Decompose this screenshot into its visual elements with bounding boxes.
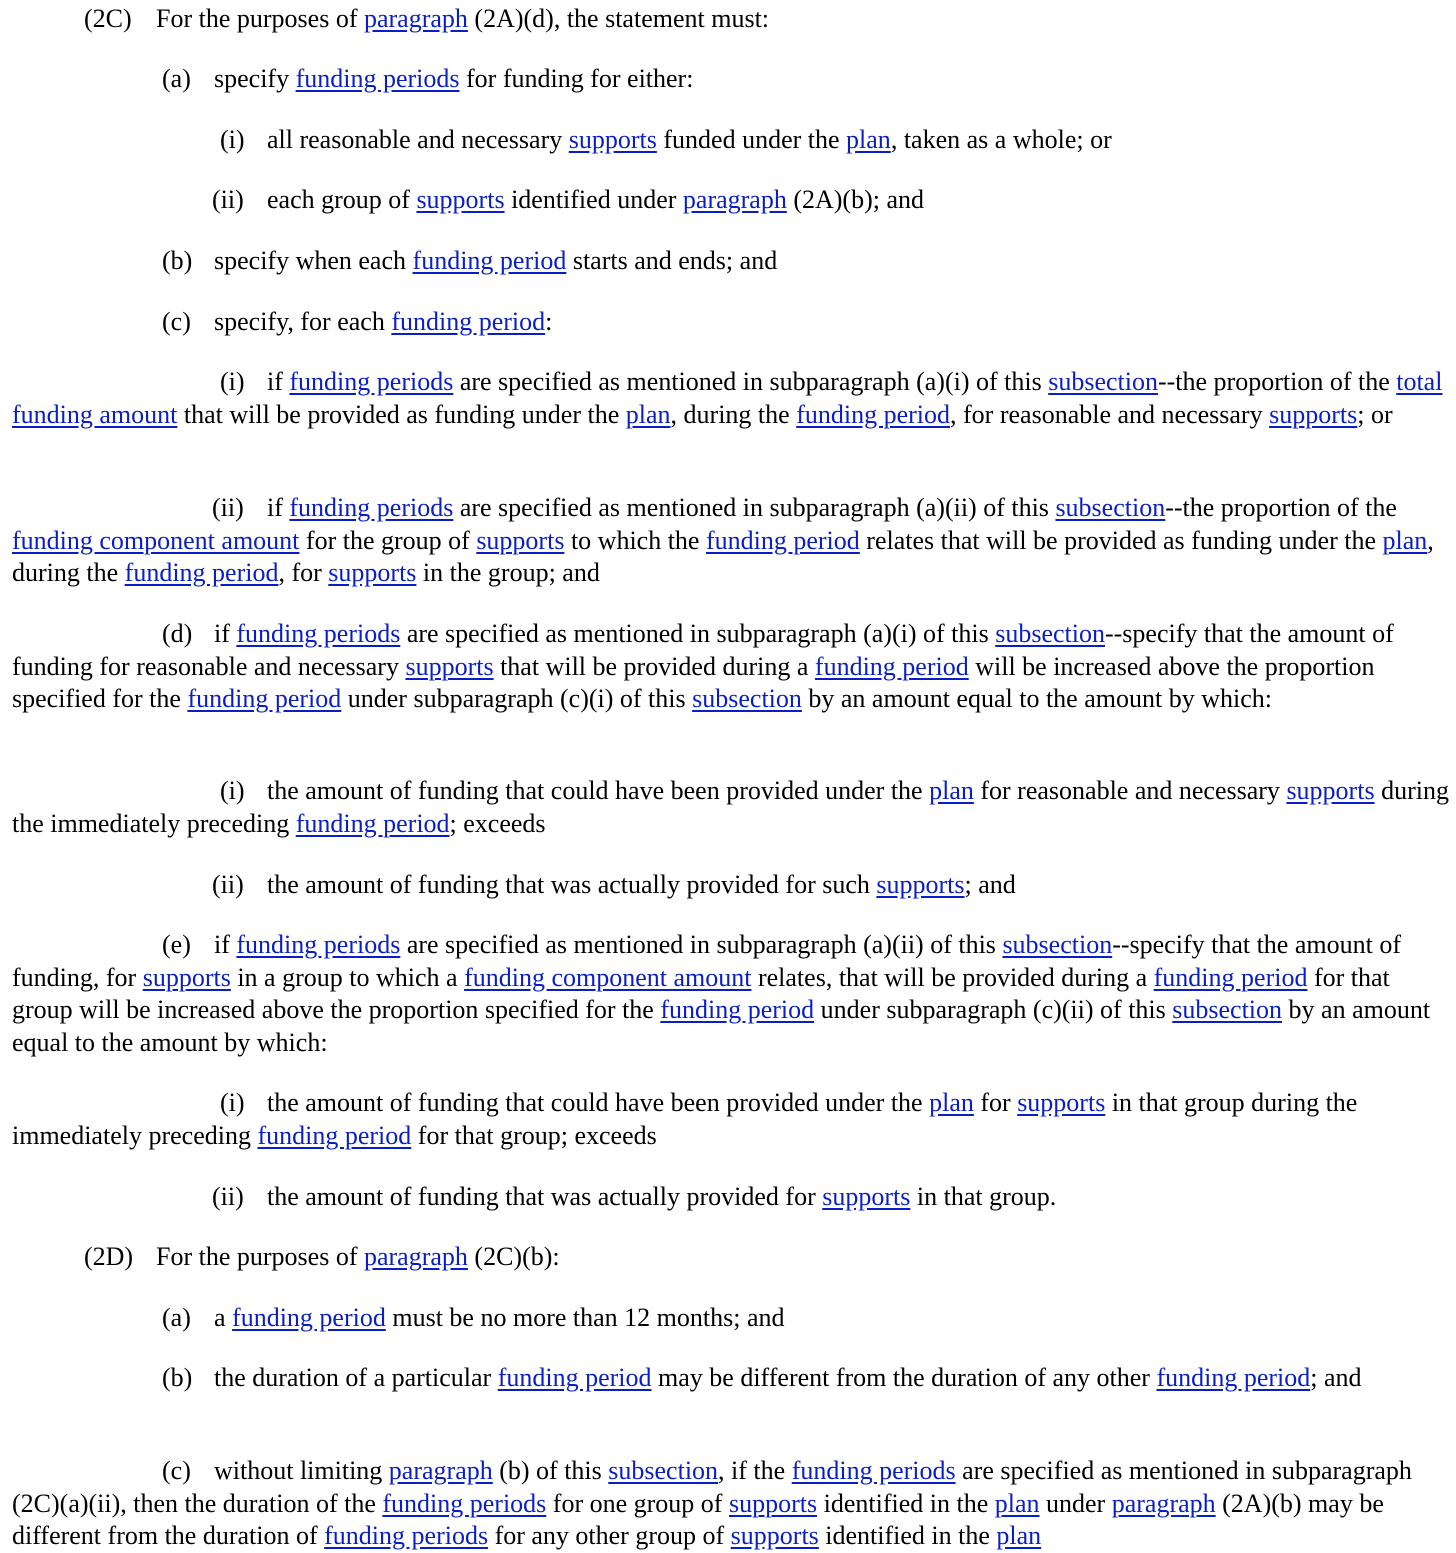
paragraph-text: --specify that the amount of funding for reasonable and necessary [12, 619, 1394, 681]
defined-term-link[interactable]: funding component amount [464, 962, 752, 992]
defined-term-link[interactable]: funding period [705, 525, 860, 555]
paragraph-text: during the immediately preceding [12, 776, 1449, 838]
defined-term-link[interactable]: funding periods [382, 1488, 547, 1518]
defined-term-link[interactable]: plan [625, 399, 671, 429]
paragraph-text: must be no more than 12 months; and [385, 1303, 785, 1332]
paragraph [12, 492, 1452, 590]
paragraph-text: that will be provided as funding under the [177, 399, 626, 429]
paragraph-label: (b) [162, 246, 193, 275]
paragraph-text: the amount of funding that could have been provided under the [267, 1088, 930, 1117]
defined-term-link[interactable]: funding periods [289, 493, 454, 522]
defined-term-link[interactable]: subsection [1002, 930, 1113, 959]
defined-term-link[interactable]: supports [728, 1488, 818, 1518]
paragraph-text: (2A)(b); and [786, 185, 925, 214]
defined-term-link[interactable]: plan [929, 1088, 974, 1117]
paragraph-label: (ii) [212, 1182, 244, 1211]
defined-term-link[interactable]: supports [328, 558, 417, 587]
defined-term-link[interactable]: funding period [497, 1363, 652, 1392]
paragraph-text: ; or [1357, 399, 1393, 429]
paragraph-label: (c) [162, 1456, 191, 1485]
paragraph-text: , if the [718, 1456, 792, 1485]
paragraph-text: (2A)(b) may be different from the duration of [12, 1488, 1384, 1550]
paragraph-text: are specified as mentioned in subparagraph (a)(i) of this [453, 367, 1049, 396]
paragraph-text: identified in the [818, 1521, 997, 1550]
paragraph-text: (2A)(d), the statement must: [467, 4, 770, 33]
paragraph-text: for [973, 1088, 1018, 1117]
defined-term-link[interactable]: subsection [1055, 493, 1166, 522]
defined-term-link[interactable]: paragraph [1111, 1488, 1216, 1518]
paragraph-text: relates that will be provided as funding under the [859, 525, 1383, 555]
paragraph-text: in a group to which a [230, 962, 465, 992]
paragraph [12, 775, 1452, 840]
defined-term-link[interactable]: funding periods [289, 367, 454, 396]
paragraph-text: --the proportion of the [1157, 367, 1397, 396]
defined-term-link[interactable]: funding period [1153, 962, 1308, 992]
paragraph-text: relates, that will be provided during a [751, 962, 1154, 992]
paragraph-text: will be increased above the proportion specified for the [12, 651, 1375, 713]
paragraph-text: specify when each [214, 246, 413, 275]
paragraph-text: that will be provided during a [493, 651, 815, 681]
paragraph [12, 184, 1452, 217]
defined-term-link[interactable]: plan [996, 1521, 1042, 1550]
paragraph [12, 1181, 1452, 1214]
defined-term-link[interactable]: funding periods [236, 930, 401, 959]
paragraph-text: under [1039, 1488, 1112, 1518]
defined-term-link[interactable]: total funding amount [12, 367, 1443, 429]
paragraph-text: --the proportion of the [1165, 493, 1397, 522]
defined-term-link[interactable]: subsection [608, 1456, 719, 1485]
defined-term-link[interactable]: supports [822, 1182, 911, 1211]
defined-term-link[interactable]: plan [846, 125, 891, 154]
paragraph-text: are specified as mentioned in subparagraph (a)(ii) of this [453, 493, 1056, 522]
defined-term-link[interactable]: subsection [1172, 995, 1283, 1024]
paragraph-label: (i) [220, 1088, 245, 1117]
paragraph-text: are specified as mentioned in subparagraph (a)(i) of this [400, 619, 996, 648]
paragraph-text: , taken as a whole; or [890, 125, 1112, 154]
defined-term-link[interactable]: paragraph [363, 4, 468, 33]
paragraph [12, 869, 1452, 902]
paragraph-text: ; exceeds [449, 808, 546, 838]
defined-term-link[interactable]: supports [416, 185, 505, 214]
defined-term-link[interactable]: plan [929, 776, 974, 805]
paragraph-text: funded under the [656, 125, 847, 154]
defined-term-link[interactable]: subsection [995, 619, 1105, 648]
paragraph-text: by an amount equal to the amount by which: [12, 995, 1431, 1057]
paragraph-text: For the purposes of [156, 4, 364, 33]
paragraph-text: (b) of this [492, 1456, 609, 1485]
defined-term-link[interactable]: funding period [187, 684, 342, 713]
paragraph-text: under subparagraph (c)(i) of this [341, 684, 693, 713]
paragraph [12, 618, 1452, 716]
paragraph-label: (e) [162, 930, 191, 959]
paragraph-text: are specified as mentioned in subparagraph (2C)(a)(ii), then the duration of the [12, 1456, 1412, 1518]
defined-term-link[interactable]: funding periods [324, 1521, 489, 1550]
defined-term-link[interactable]: paragraph [388, 1456, 493, 1485]
paragraph-label: (2D) [84, 1242, 134, 1271]
paragraph-text: , during the [12, 525, 1434, 587]
paragraph [12, 1302, 1452, 1335]
paragraph-text: all reasonable and necessary [267, 125, 569, 154]
paragraph [12, 1241, 1452, 1274]
defined-term-link[interactable]: plan [1382, 525, 1428, 555]
defined-term-link[interactable]: funding period [660, 995, 815, 1024]
paragraph-text: for reasonable and necessary [973, 776, 1287, 805]
paragraph [12, 306, 1452, 339]
paragraph-text: the amount of funding that could have been provided under the [267, 776, 930, 805]
paragraph-label: (2C) [84, 4, 132, 33]
paragraph [12, 124, 1452, 157]
paragraph-text: starts and ends; and [566, 246, 778, 275]
paragraph-label: (i) [220, 125, 245, 154]
defined-term-link[interactable]: funding period [391, 307, 546, 336]
paragraph-text: if [214, 619, 237, 648]
defined-term-link[interactable]: paragraph [682, 185, 787, 214]
paragraph-text: for that group will be increased above the proportion specified for the [12, 962, 1390, 1024]
paragraph-label: (i) [220, 776, 245, 805]
paragraph-label: (ii) [212, 185, 244, 214]
paragraph-text: if [214, 930, 237, 959]
defined-term-link[interactable]: supports [1286, 776, 1375, 805]
defined-term-link[interactable]: supports [730, 1521, 819, 1550]
paragraph [12, 366, 1452, 431]
defined-term-link[interactable]: funding period [257, 1120, 412, 1150]
paragraph-text: : [545, 307, 553, 336]
defined-term-link[interactable]: funding component amount [12, 525, 300, 555]
paragraph-text: the amount of funding that was actually provided for [267, 1182, 823, 1211]
defined-term-link[interactable]: subsection [1048, 367, 1158, 396]
paragraph [12, 1455, 1452, 1553]
paragraph-label: (b) [162, 1363, 193, 1392]
paragraph-label: (ii) [212, 493, 244, 522]
defined-term-link[interactable]: supports [876, 870, 965, 899]
paragraph-text: for that group; exceeds [411, 1120, 657, 1150]
defined-term-link[interactable]: paragraph [363, 1242, 468, 1271]
paragraph-text: the duration of a particular [214, 1363, 498, 1392]
defined-term-link[interactable]: funding period [1156, 1363, 1311, 1392]
paragraph-text: without limiting [214, 1456, 389, 1485]
defined-term-link[interactable]: funding period [295, 808, 450, 838]
defined-term-link[interactable]: supports [568, 125, 657, 154]
defined-term-link[interactable]: supports [1269, 399, 1358, 429]
defined-term-link[interactable]: funding periods [295, 64, 460, 93]
paragraph-text: may be different from the duration of any other [651, 1363, 1157, 1392]
paragraph-text: for one group of [546, 1488, 729, 1518]
defined-term-link[interactable]: funding period [412, 246, 567, 275]
paragraph-text: ; and [1310, 1363, 1362, 1392]
paragraph-text: each group of [267, 185, 417, 214]
paragraph-label: (d) [162, 619, 193, 648]
paragraph-text: the amount of funding that was actually provided for such [267, 870, 877, 899]
defined-term-link[interactable]: funding periods [236, 619, 401, 648]
paragraph [12, 1362, 1452, 1395]
paragraph-text: for funding for either: [459, 64, 694, 93]
paragraph-text: ; and [964, 870, 1016, 899]
paragraph [12, 63, 1452, 96]
defined-term-link[interactable]: supports [1017, 1088, 1106, 1117]
paragraph-text: , for [278, 558, 329, 587]
defined-term-link[interactable]: funding period [232, 1303, 386, 1332]
paragraph [12, 929, 1452, 1059]
defined-term-link[interactable]: subsection [692, 684, 802, 713]
paragraph-text: , for reasonable and necessary [950, 399, 1270, 429]
defined-term-link[interactable]: funding period [124, 558, 279, 587]
paragraph-text: under subparagraph (c)(ii) of this [814, 995, 1173, 1024]
defined-term-link[interactable]: supports [476, 525, 565, 555]
paragraph-text: for the group of [299, 525, 477, 555]
paragraph-text: specify, for each [214, 307, 392, 336]
defined-term-link[interactable]: funding periods [791, 1456, 956, 1485]
paragraph-text: For the purposes of [156, 1242, 364, 1271]
paragraph [12, 3, 1452, 36]
paragraph-text: identified under [504, 185, 683, 214]
paragraph-text: , during the [670, 399, 797, 429]
paragraph-text: in the group; and [416, 558, 600, 587]
paragraph-text: specify [214, 64, 296, 93]
paragraph-text: a [214, 1303, 233, 1332]
paragraph-text: identified in the [817, 1488, 995, 1518]
paragraph-text: for any other group of [488, 1521, 731, 1550]
defined-term-link[interactable]: supports [142, 962, 231, 992]
defined-term-link[interactable]: funding period [814, 651, 969, 681]
paragraph-text: --specify that the amount of funding, for [12, 930, 1401, 992]
paragraph-text: in that group. [910, 1182, 1057, 1211]
defined-term-link[interactable]: plan [994, 1488, 1040, 1518]
paragraph-label: (a) [162, 64, 191, 93]
paragraph-label: (a) [162, 1303, 191, 1332]
paragraph-text: in that group during the immediately preceding [12, 1088, 1358, 1150]
paragraph-label: (c) [162, 307, 191, 336]
paragraph-text: to which the [564, 525, 706, 555]
paragraph-text: are specified as mentioned in subparagraph (a)(ii) of this [400, 930, 1003, 959]
paragraph-label: (ii) [212, 870, 244, 899]
paragraph-text: if [267, 367, 290, 396]
defined-term-link[interactable]: funding period [796, 399, 951, 429]
paragraph [12, 245, 1452, 278]
paragraph-text: (2C)(b): [467, 1242, 560, 1271]
paragraph-text: by an amount equal to the amount by which: [801, 684, 1272, 713]
defined-term-link[interactable]: supports [405, 651, 494, 681]
paragraph-label: (i) [220, 367, 245, 396]
paragraph-text: if [267, 493, 290, 522]
paragraph [12, 1087, 1452, 1152]
